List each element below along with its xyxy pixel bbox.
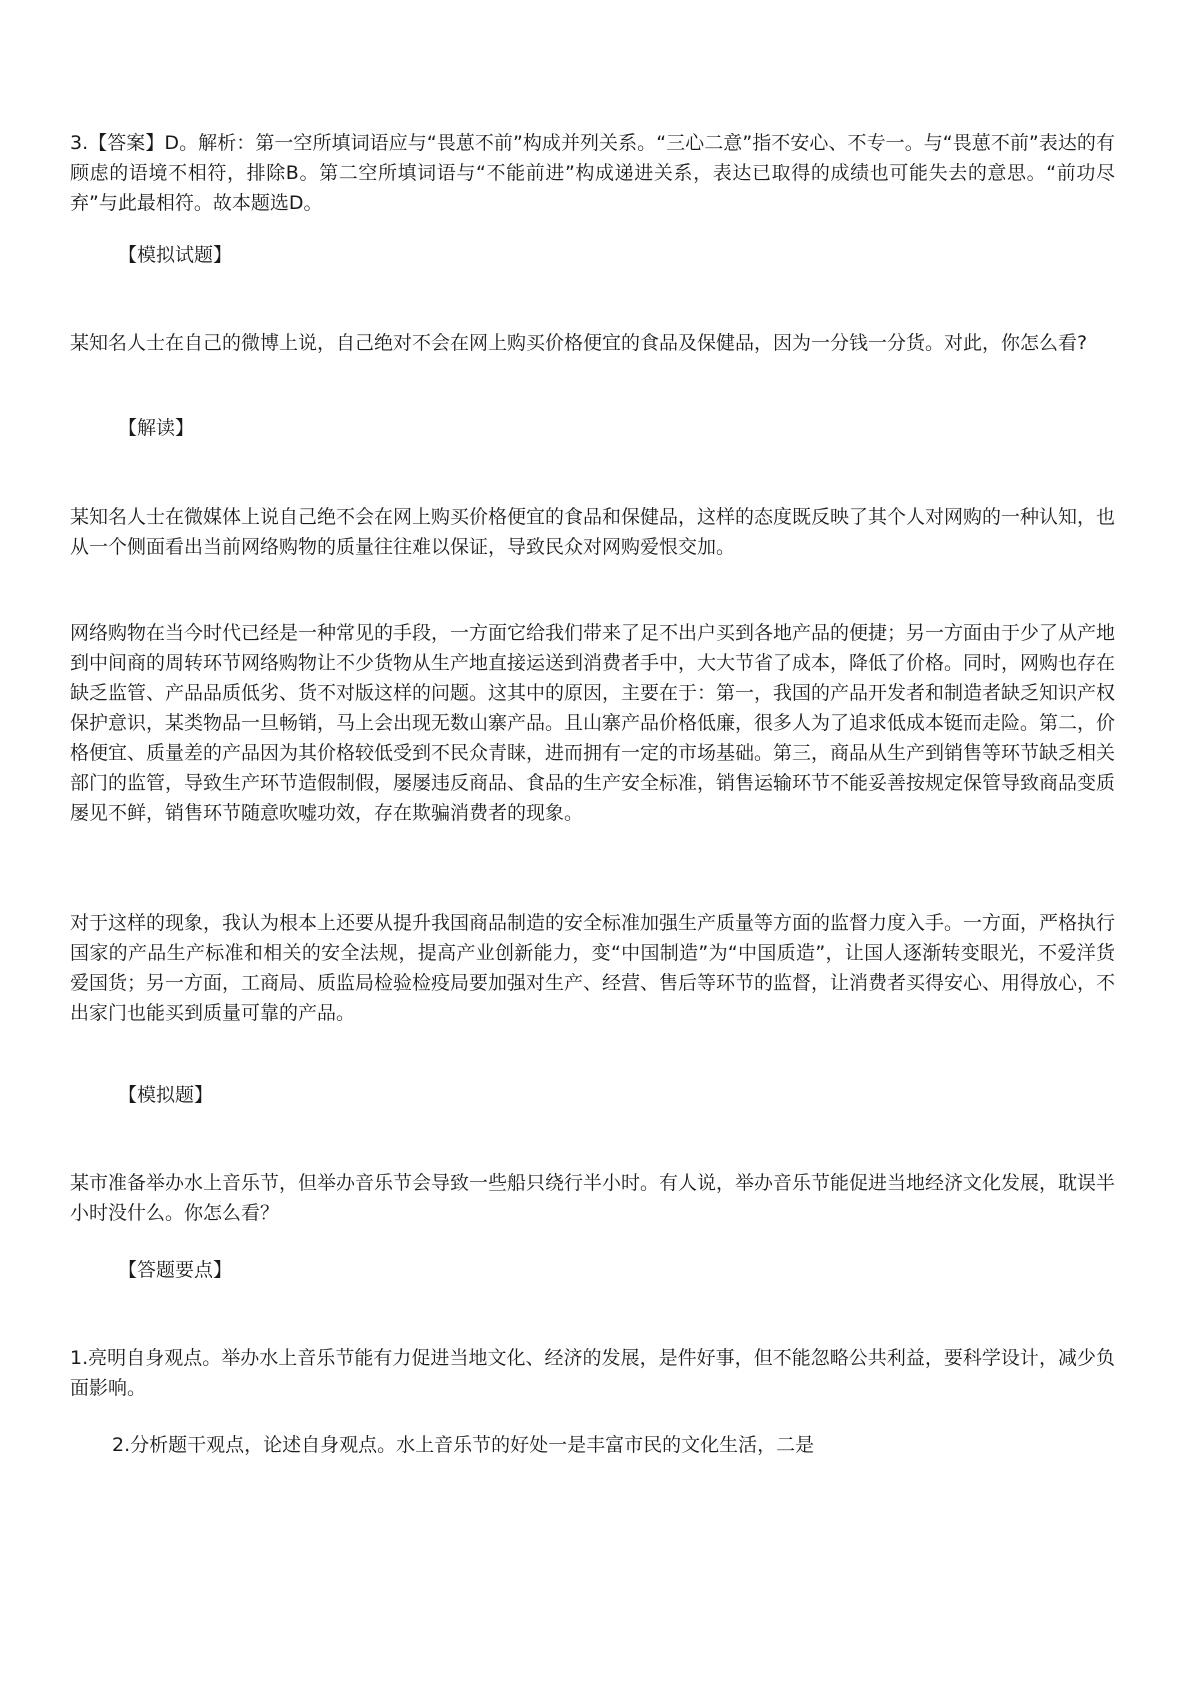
question-paragraph-2: 某市准备举办水上音乐节，但举办音乐节会导致一些船只绕行半小时。有人说，举办音乐节能促进当地经济文化发展，耽误半小时没什么。你怎么看？	[70, 1172, 1116, 1224]
question-paragraph: 某知名人士在自己的微博上说，自己绝对不会在网上购买价格便宜的食品及保健品，因为一分钱一分货。对此，你怎么看?	[70, 332, 1088, 354]
interpretation-paragraph-1: 某知名人士在微媒体上说自己绝不会在网上购买价格便宜的食品和保健品，这样的态度既反映了其个人对网购的一种认知，也从一个侧面看出当前网络购物的质量往往难以保证，导致民众对网购爱恨交加。	[70, 506, 1116, 558]
heading-mock-test: 【模拟试题】	[118, 244, 233, 266]
interpretation-paragraph-2: 网络购物在当今时代已经是一种常见的手段，一方面它给我们带来了足不出户买到各地产品的便捷；另一方面由于少了从产地到中间商的周转环节网络购物让不少货物从生产地直接运送到消费者手中，大大节省了成本，降低了价格。同时，网购也存在缺乏监管、产品品质低劣、货不对版这样的问题。这其中的原因，主要在于：第一，我国的产品开发者和制造者缺乏知识产权保护意识，某类物品一旦畅销，马上会出现无数山寨产品。且山寨产品价格低廉，很多人为了追求低成本铤而走险。第二，价格便宜、质量差的产品因为其价格较低受到不民众青睐，进而拥有一定的市场基础。第三，商品从生产到销售等环节缺乏相关部门的监管，导致生产环节造假制假，屡屡违反商品、食品的生产安全标准，销售运输环节不能妥善按规定保管导致商品变质屡见不鲜，销售环节随意吹嘘功效，存在欺骗消费者的现象。	[70, 622, 1116, 824]
heading-mock-question: 【模拟题】	[118, 1084, 214, 1106]
answer-point-1: 1.亮明自身观点。举办水上音乐节能有力促进当地文化、经济的发展，是件好事，但不能忽略公共利益，要科学设计，减少负面影响。	[70, 1347, 1115, 1399]
answer-point-2: 2.分析题干观点，论述自身观点。水上音乐节的好处一是丰富市民的文化生活，二是	[112, 1434, 815, 1456]
answer-paragraph: 3.【答案】D。解析：第一空所填词语应与“畏葸不前”构成并列关系。“三心二意”指不安心、不专一。与“畏葸不前”表达的有顾虑的语境不相符，排除B。第二空所填词语与“不能前进”构成递进关系，表达已取得的成绩也可能失去的意思。“前功尽弃”与此最相符。故本题选D。	[70, 132, 1115, 214]
heading-key-points: 【答题要点】	[118, 1259, 233, 1281]
heading-interpretation: 【解读】	[118, 417, 195, 439]
interpretation-paragraph-3: 对于这样的现象，我认为根本上还要从提升我国商品制造的安全标准加强生产质量等方面的监督力度入手。一方面，严格执行国家的产品生产标准和相关的安全法规，提高产业创新能力，变“中国制造”为“中国质造”，让国人逐渐转变眼光，不爱洋货爱国货；另一方面，工商局、质监局检验检疫局要加强对生产、经营、售后等环节的监督，让消费者买得安心、用得放心，不出家门也能买到质量可靠的产品。	[70, 912, 1116, 1024]
